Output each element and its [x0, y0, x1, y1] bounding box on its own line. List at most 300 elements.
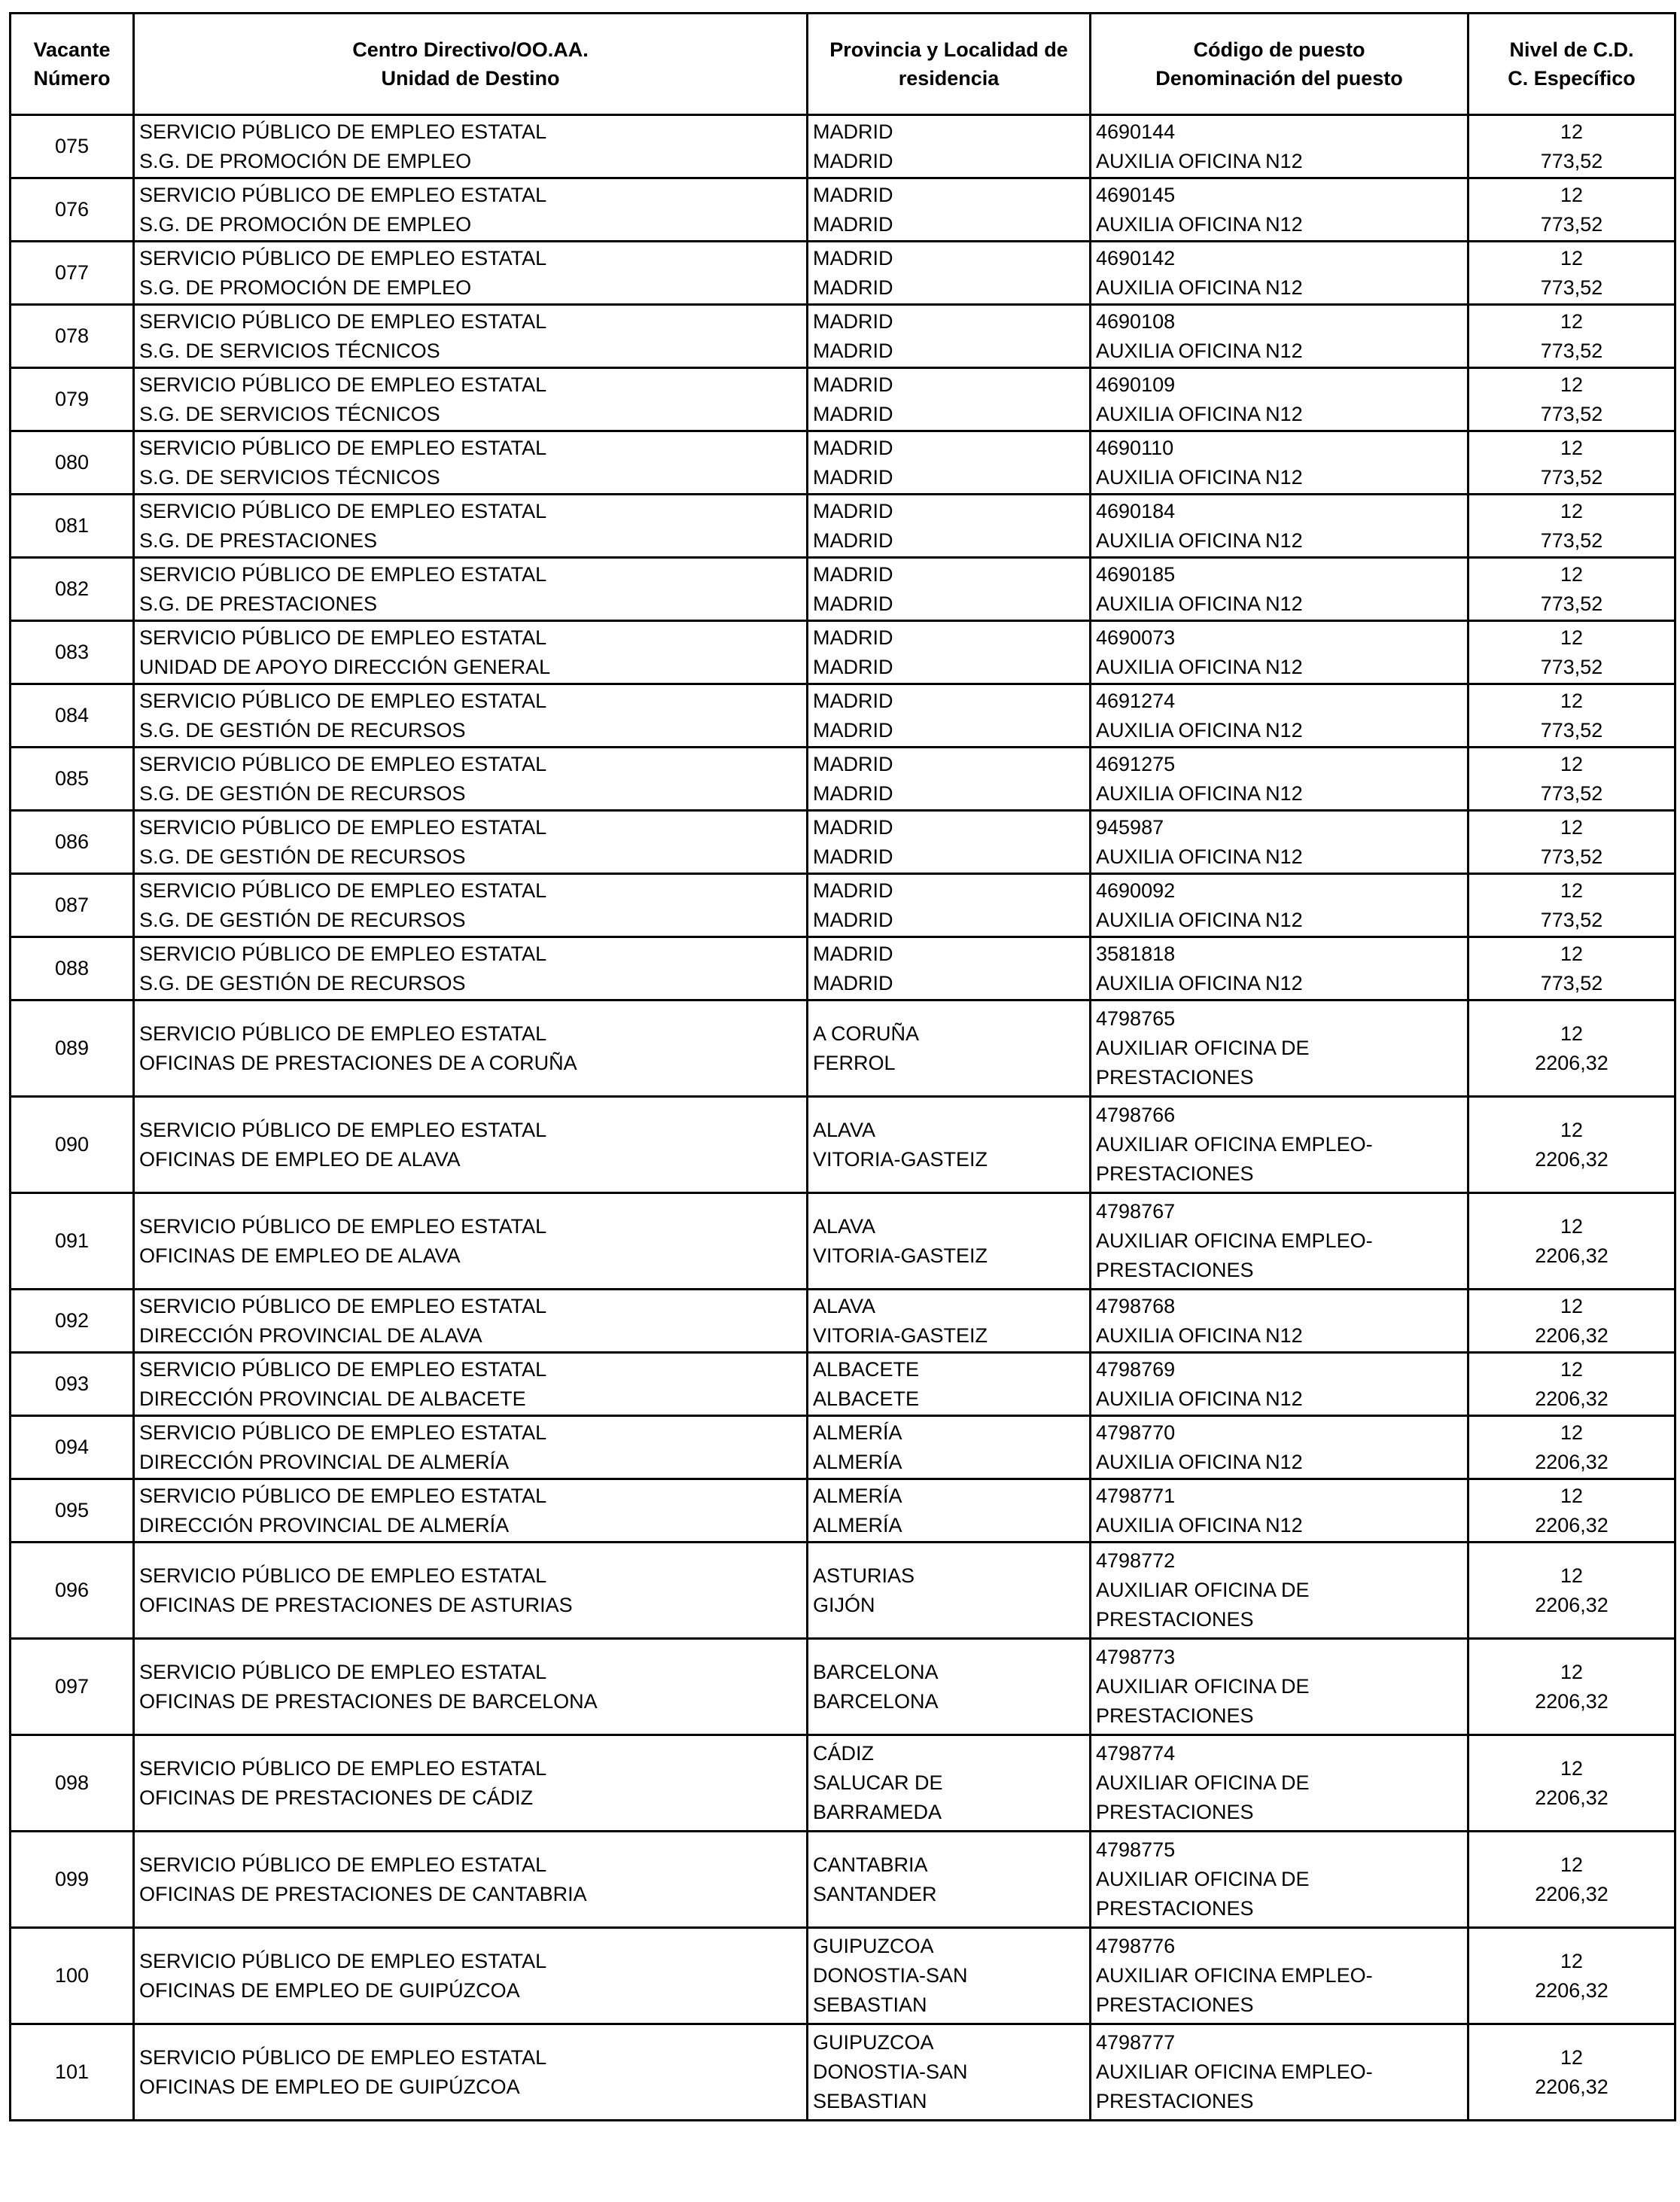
- directive-center-cell: [134, 874, 808, 937]
- vacancy-number-cell: 086: [11, 811, 134, 874]
- table-row: [11, 305, 1675, 368]
- level-specific-cell: [1468, 1290, 1675, 1353]
- directive-center-cell: [134, 684, 808, 748]
- cell-line: MADRID: [813, 752, 893, 775]
- cell-line: AUXILIA OFICINA N12: [1096, 1513, 1303, 1537]
- table-row: [11, 1479, 1675, 1543]
- cell-line: 2206,32: [1535, 1689, 1608, 1713]
- cell-line: S.G. DE GESTIÓN DE RECURSOS: [139, 971, 466, 994]
- cell-line: 4798776: [1096, 1935, 1176, 1957]
- level-specific-cell: [1468, 242, 1675, 305]
- vacancy-number-cell: 089: [11, 1000, 134, 1097]
- cell-line: 4691275: [1096, 752, 1176, 775]
- cell-line: 4798767: [1096, 1200, 1176, 1223]
- cell-line: MADRID: [813, 339, 893, 362]
- directive-center-cell: [134, 811, 808, 874]
- table-row: [11, 495, 1675, 558]
- cell-line: CÁDIZ: [813, 1742, 874, 1765]
- cell-line: SERVICIO PÚBLICO DE EMPLEO ESTATAL: [139, 436, 547, 459]
- table-row: [11, 1832, 1675, 1928]
- cell-line: AUXILIAR OFICINA DE: [1096, 1868, 1310, 1890]
- cell-line: AUXILIAR OFICINA EMPLEO-: [1096, 1133, 1373, 1156]
- cell-line: 4798774: [1096, 1742, 1176, 1765]
- cell-line: 4798777: [1096, 2031, 1176, 2054]
- cell-line: DIRECCIÓN PROVINCIAL DE ALAVA: [139, 1323, 482, 1347]
- level-specific-cell: [1468, 431, 1675, 495]
- level-specific-cell: [1468, 684, 1675, 748]
- cell-line: S.G. DE GESTIÓN DE RECURSOS: [139, 781, 466, 805]
- table-row: [11, 1000, 1675, 1097]
- post-code-cell: [1091, 874, 1468, 937]
- header-line: residencia: [898, 67, 1000, 90]
- province-locality-cell: [808, 115, 1091, 178]
- cell-line: 4690109: [1096, 373, 1176, 396]
- directive-center-cell: [134, 1290, 808, 1353]
- cell-line: 12: [1560, 183, 1584, 206]
- cell-line: SERVICIO PÚBLICO DE EMPLEO ESTATAL: [139, 183, 547, 206]
- cell-line: SALUCAR DE: [813, 1771, 943, 1794]
- header-line: Vacante: [33, 38, 111, 61]
- cell-line: 2206,32: [1535, 1978, 1608, 2002]
- cell-line: DIRECCIÓN PROVINCIAL DE ALMERÍA: [139, 1450, 510, 1473]
- vacancy-number-cell: 101: [11, 2024, 134, 2121]
- cell-line: 12: [1560, 246, 1584, 270]
- cell-line: VITORIA-GASTEIZ: [813, 1147, 988, 1171]
- cell-line: AUXILIA OFICINA N12: [1096, 528, 1303, 552]
- cell-line: 773,52: [1540, 781, 1603, 805]
- cell-line: A CORUÑA: [813, 1022, 920, 1045]
- directive-center-cell: [134, 1000, 808, 1097]
- directive-center-cell: [134, 242, 808, 305]
- table-row: [11, 558, 1675, 621]
- cell-line: ALMERÍA: [813, 1450, 902, 1473]
- province-locality-cell: [808, 558, 1091, 621]
- vacancy-number-cell: 077: [11, 242, 134, 305]
- cell-line: ALAVA: [813, 1118, 876, 1141]
- header-directive-center: [134, 14, 808, 115]
- header-province-locality: [808, 14, 1091, 115]
- cell-line: SERVICIO PÚBLICO DE EMPLEO ESTATAL: [139, 1564, 547, 1587]
- province-locality-cell: [808, 874, 1091, 937]
- vacancy-number-cell: 078: [11, 305, 134, 368]
- cell-line: 4798769: [1096, 1357, 1176, 1381]
- cell-line: MADRID: [813, 781, 893, 805]
- vacancy-number-cell: 099: [11, 1832, 134, 1928]
- province-locality-cell: [808, 431, 1091, 495]
- cell-line: SERVICIO PÚBLICO DE EMPLEO ESTATAL: [139, 499, 547, 522]
- header-line: Número: [33, 67, 111, 90]
- cell-line: SERVICIO PÚBLICO DE EMPLEO ESTATAL: [139, 1853, 547, 1876]
- cell-line: MADRID: [813, 402, 893, 425]
- cell-line: SERVICIO PÚBLICO DE EMPLEO ESTATAL: [139, 1022, 547, 1045]
- cell-line: SERVICIO PÚBLICO DE EMPLEO ESTATAL: [139, 1294, 547, 1317]
- vacancy-number-cell: 076: [11, 178, 134, 242]
- cell-line: SERVICIO PÚBLICO DE EMPLEO ESTATAL: [139, 752, 547, 775]
- cell-line: 773,52: [1540, 655, 1603, 678]
- cell-line: AUXILIA OFICINA N12: [1096, 655, 1303, 678]
- province-locality-cell: [808, 1290, 1091, 1353]
- cell-line: SERVICIO PÚBLICO DE EMPLEO ESTATAL: [139, 1357, 547, 1381]
- province-locality-cell: [808, 242, 1091, 305]
- level-specific-cell: [1468, 1353, 1675, 1416]
- cell-line: AUXILIA OFICINA N12: [1096, 1323, 1303, 1347]
- cell-line: 2206,32: [1535, 1387, 1608, 1410]
- cell-line: AUXILIAR OFICINA EMPLEO-: [1096, 2060, 1373, 2083]
- directive-center-cell: [134, 1353, 808, 1416]
- level-specific-cell: [1468, 621, 1675, 684]
- table-row: [11, 178, 1675, 242]
- cell-line: MADRID: [813, 815, 893, 839]
- table-row: [11, 684, 1675, 748]
- table-row: [11, 874, 1675, 937]
- cell-line: 773,52: [1540, 149, 1603, 172]
- vacancies-table: [9, 12, 1676, 2121]
- cell-line: DIRECCIÓN PROVINCIAL DE ALMERÍA: [139, 1513, 510, 1537]
- directive-center-cell: [134, 1416, 808, 1479]
- cell-line: SERVICIO PÚBLICO DE EMPLEO ESTATAL: [139, 1949, 547, 1972]
- post-code-cell: [1091, 937, 1468, 1000]
- cell-line: 4690110: [1096, 436, 1174, 459]
- header-line: Centro Directivo/OO.AA.: [352, 38, 589, 61]
- level-specific-cell: [1468, 1832, 1675, 1928]
- cell-line: PRESTACIONES: [1096, 1608, 1254, 1631]
- cell-line: 4798770: [1096, 1421, 1176, 1444]
- post-code-cell: [1091, 2024, 1468, 2121]
- vacancy-number-cell: 097: [11, 1639, 134, 1735]
- table-row: [11, 1416, 1675, 1479]
- cell-line: AUXILIA OFICINA N12: [1096, 845, 1303, 868]
- header-line: Unidad de Destino: [381, 67, 560, 90]
- cell-line: 2206,32: [1535, 1593, 1608, 1616]
- table-header: [11, 14, 1675, 115]
- header-row: [11, 14, 1675, 115]
- cell-line: 4798765: [1096, 1007, 1176, 1030]
- province-locality-cell: [808, 1353, 1091, 1416]
- vacancy-number-cell: 079: [11, 368, 134, 431]
- cell-line: AUXILIAR OFICINA DE: [1096, 1675, 1310, 1698]
- table-row: [11, 1543, 1675, 1639]
- cell-line: OFICINAS DE EMPLEO DE ALAVA: [139, 1147, 461, 1171]
- cell-line: GIJÓN: [813, 1593, 875, 1616]
- cell-line: CANTABRIA: [813, 1853, 928, 1876]
- level-specific-cell: [1468, 1479, 1675, 1543]
- province-locality-cell: [808, 495, 1091, 558]
- cell-line: AUXILIA OFICINA N12: [1096, 149, 1303, 172]
- vacancy-number-cell: 080: [11, 431, 134, 495]
- cell-line: S.G. DE SERVICIOS TÉCNICOS: [139, 465, 440, 489]
- cell-line: SANTANDER: [813, 1882, 937, 1905]
- directive-center-cell: [134, 1479, 808, 1543]
- cell-line: SEBASTIAN: [813, 1993, 927, 2016]
- cell-line: AUXILIA OFICINA N12: [1096, 402, 1303, 425]
- cell-line: 12: [1560, 815, 1584, 839]
- cell-line: 12: [1560, 120, 1584, 143]
- cell-line: 4690073: [1096, 626, 1176, 649]
- cell-line: 4798768: [1096, 1294, 1176, 1317]
- table-row: [11, 748, 1675, 811]
- cell-line: AUXILIA OFICINA N12: [1096, 908, 1303, 931]
- province-locality-cell: [808, 1543, 1091, 1639]
- cell-line: MADRID: [813, 908, 893, 931]
- cell-line: AUXILIAR OFICINA DE: [1096, 1771, 1310, 1794]
- header-vacancy-number: [11, 14, 134, 115]
- directive-center-cell: [134, 1928, 808, 2024]
- cell-line: MADRID: [813, 183, 893, 206]
- cell-line: 12: [1560, 752, 1584, 775]
- level-specific-cell: [1468, 937, 1675, 1000]
- cell-line: 773,52: [1540, 339, 1603, 362]
- cell-line: 12: [1560, 1484, 1584, 1507]
- cell-line: GUIPUZCOA: [813, 2031, 934, 2054]
- level-specific-cell: [1468, 1639, 1675, 1735]
- cell-line: ALBACETE: [813, 1357, 920, 1381]
- header-line: Denominación del puesto: [1155, 67, 1403, 90]
- cell-line: PRESTACIONES: [1096, 1897, 1254, 1920]
- province-locality-cell: [808, 1479, 1091, 1543]
- level-specific-cell: [1468, 1000, 1675, 1097]
- post-code-cell: [1091, 1832, 1468, 1928]
- cell-line: OFICINAS DE PRESTACIONES DE CÁDIZ: [139, 1786, 534, 1809]
- cell-line: UNIDAD DE APOYO DIRECCIÓN GENERAL: [139, 655, 551, 678]
- cell-line: OFICINAS DE EMPLEO DE ALAVA: [139, 1244, 461, 1267]
- cell-line: 12: [1560, 1564, 1584, 1587]
- cell-line: SERVICIO PÚBLICO DE EMPLEO ESTATAL: [139, 1756, 547, 1780]
- province-locality-cell: [808, 1928, 1091, 2024]
- cell-line: 4690108: [1096, 309, 1176, 333]
- cell-line: BARRAMEDA: [813, 1801, 942, 1823]
- cell-line: SERVICIO PÚBLICO DE EMPLEO ESTATAL: [139, 373, 547, 396]
- cell-line: 773,52: [1540, 402, 1603, 425]
- post-code-cell: [1091, 1000, 1468, 1097]
- cell-line: 12: [1560, 1022, 1584, 1045]
- cell-line: AUXILIA OFICINA N12: [1096, 592, 1303, 615]
- province-locality-cell: [808, 1000, 1091, 1097]
- cell-line: 12: [1560, 373, 1584, 396]
- cell-line: OFICINAS DE PRESTACIONES DE ASTURIAS: [139, 1593, 573, 1616]
- level-specific-cell: [1468, 115, 1675, 178]
- vacancy-number-cell: 090: [11, 1097, 134, 1193]
- directive-center-cell: [134, 1543, 808, 1639]
- table-row: [11, 1735, 1675, 1832]
- cell-line: 4690092: [1096, 879, 1176, 902]
- vacancy-number-cell: 084: [11, 684, 134, 748]
- cell-line: MADRID: [813, 655, 893, 678]
- cell-line: 12: [1560, 1756, 1584, 1780]
- table-row: [11, 1097, 1675, 1193]
- level-specific-cell: [1468, 874, 1675, 937]
- post-code-cell: [1091, 1543, 1468, 1639]
- table-row: [11, 1639, 1675, 1735]
- province-locality-cell: [808, 1097, 1091, 1193]
- cell-line: 773,52: [1540, 276, 1603, 299]
- cell-line: AUXILIA OFICINA N12: [1096, 1450, 1303, 1473]
- cell-line: AUXILIAR OFICINA DE: [1096, 1579, 1310, 1601]
- cell-line: AUXILIAR OFICINA EMPLEO-: [1096, 1964, 1373, 1987]
- table-row: [11, 621, 1675, 684]
- post-code-cell: [1091, 242, 1468, 305]
- post-code-cell: [1091, 1097, 1468, 1193]
- cell-line: MADRID: [813, 276, 893, 299]
- cell-line: SERVICIO PÚBLICO DE EMPLEO ESTATAL: [139, 1660, 547, 1683]
- cell-line: S.G. DE SERVICIOS TÉCNICOS: [139, 339, 440, 362]
- cell-line: 2206,32: [1535, 1450, 1608, 1473]
- cell-line: SERVICIO PÚBLICO DE EMPLEO ESTATAL: [139, 1484, 547, 1507]
- cell-line: MADRID: [813, 879, 893, 902]
- vacancy-number-cell: 083: [11, 621, 134, 684]
- post-code-cell: [1091, 1928, 1468, 2024]
- cell-line: 3581818: [1096, 942, 1176, 965]
- cell-line: MADRID: [813, 689, 893, 712]
- post-code-cell: [1091, 431, 1468, 495]
- vacancy-number-cell: 098: [11, 1735, 134, 1832]
- post-code-cell: [1091, 368, 1468, 431]
- cell-line: OFICINAS DE PRESTACIONES DE A CORUÑA: [139, 1051, 577, 1074]
- vacancy-number-cell: 095: [11, 1479, 134, 1543]
- cell-line: 12: [1560, 942, 1584, 965]
- directive-center-cell: [134, 1735, 808, 1832]
- directive-center-cell: [134, 937, 808, 1000]
- cell-line: S.G. DE PRESTACIONES: [139, 592, 378, 615]
- cell-line: GUIPUZCOA: [813, 1935, 934, 1957]
- cell-line: MADRID: [813, 592, 893, 615]
- directive-center-cell: [134, 558, 808, 621]
- cell-line: BARCELONA: [813, 1660, 939, 1683]
- cell-line: OFICINAS DE PRESTACIONES DE CANTABRIA: [139, 1882, 587, 1905]
- level-specific-cell: [1468, 368, 1675, 431]
- post-code-cell: [1091, 621, 1468, 684]
- cell-line: DONOSTIA-SAN: [813, 1964, 968, 1987]
- cell-line: VITORIA-GASTEIZ: [813, 1244, 988, 1267]
- cell-line: 4798772: [1096, 1549, 1176, 1572]
- cell-line: 12: [1560, 562, 1584, 586]
- cell-line: PRESTACIONES: [1096, 1801, 1254, 1823]
- cell-line: ALAVA: [813, 1294, 876, 1317]
- cell-line: 4798766: [1096, 1104, 1176, 1126]
- cell-line: 4690142: [1096, 246, 1176, 270]
- cell-line: SERVICIO PÚBLICO DE EMPLEO ESTATAL: [139, 689, 547, 712]
- cell-line: AUXILIA OFICINA N12: [1096, 971, 1303, 994]
- cell-line: SERVICIO PÚBLICO DE EMPLEO ESTATAL: [139, 1214, 547, 1238]
- cell-line: 2206,32: [1535, 1051, 1608, 1074]
- cell-line: 773,52: [1540, 212, 1603, 236]
- cell-line: 773,52: [1540, 718, 1603, 742]
- cell-line: 773,52: [1540, 845, 1603, 868]
- cell-line: SERVICIO PÚBLICO DE EMPLEO ESTATAL: [139, 1421, 547, 1444]
- post-code-cell: [1091, 1639, 1468, 1735]
- vacancy-number-cell: 100: [11, 1928, 134, 2024]
- cell-line: 12: [1560, 1214, 1584, 1238]
- cell-line: 4690145: [1096, 183, 1176, 206]
- post-code-cell: [1091, 684, 1468, 748]
- cell-line: AUXILIA OFICINA N12: [1096, 339, 1303, 362]
- level-specific-cell: [1468, 1416, 1675, 1479]
- table-row: [11, 368, 1675, 431]
- cell-line: 773,52: [1540, 971, 1603, 994]
- table-row: [11, 242, 1675, 305]
- province-locality-cell: [808, 811, 1091, 874]
- directive-center-cell: [134, 1097, 808, 1193]
- cell-line: MADRID: [813, 212, 893, 236]
- cell-line: S.G. DE PRESTACIONES: [139, 528, 378, 552]
- cell-line: PRESTACIONES: [1096, 1066, 1254, 1089]
- directive-center-cell: [134, 621, 808, 684]
- table-row: [11, 1353, 1675, 1416]
- post-code-cell: [1091, 748, 1468, 811]
- vacancy-number-cell: 081: [11, 495, 134, 558]
- cell-line: 2206,32: [1535, 1323, 1608, 1347]
- post-code-cell: [1091, 1353, 1468, 1416]
- province-locality-cell: [808, 368, 1091, 431]
- level-specific-cell: [1468, 811, 1675, 874]
- cell-line: PRESTACIONES: [1096, 1704, 1254, 1727]
- cell-line: SERVICIO PÚBLICO DE EMPLEO ESTATAL: [139, 626, 547, 649]
- vacancy-number-cell: 093: [11, 1353, 134, 1416]
- post-code-cell: [1091, 115, 1468, 178]
- post-code-cell: [1091, 1290, 1468, 1353]
- cell-line: 12: [1560, 1853, 1584, 1876]
- cell-line: SERVICIO PÚBLICO DE EMPLEO ESTATAL: [139, 1118, 547, 1141]
- table-row: [11, 937, 1675, 1000]
- cell-line: 12: [1560, 2045, 1584, 2069]
- cell-line: AUXILIA OFICINA N12: [1096, 718, 1303, 742]
- cell-line: MADRID: [813, 499, 893, 522]
- post-code-cell: [1091, 1735, 1468, 1832]
- level-specific-cell: [1468, 1735, 1675, 1832]
- province-locality-cell: [808, 178, 1091, 242]
- cell-line: 773,52: [1540, 908, 1603, 931]
- cell-line: PRESTACIONES: [1096, 1162, 1254, 1185]
- cell-line: SERVICIO PÚBLICO DE EMPLEO ESTATAL: [139, 879, 547, 902]
- province-locality-cell: [808, 621, 1091, 684]
- cell-line: 773,52: [1540, 528, 1603, 552]
- cell-line: MADRID: [813, 149, 893, 172]
- cell-line: VITORIA-GASTEIZ: [813, 1323, 988, 1347]
- cell-line: 12: [1560, 309, 1584, 333]
- province-locality-cell: [808, 1416, 1091, 1479]
- cell-line: SERVICIO PÚBLICO DE EMPLEO ESTATAL: [139, 2045, 547, 2069]
- cell-line: S.G. DE PROMOCIÓN DE EMPLEO: [139, 276, 472, 299]
- cell-line: ALMERÍA: [813, 1484, 902, 1507]
- cell-line: ASTURIAS: [813, 1564, 915, 1587]
- cell-line: 2206,32: [1535, 1786, 1608, 1809]
- cell-line: OFICINAS DE PRESTACIONES DE BARCELONA: [139, 1689, 598, 1713]
- cell-line: MADRID: [813, 971, 893, 994]
- cell-line: 773,52: [1540, 465, 1603, 489]
- cell-line: AUXILIA OFICINA N12: [1096, 781, 1303, 805]
- cell-line: 773,52: [1540, 592, 1603, 615]
- level-specific-cell: [1468, 748, 1675, 811]
- header-line: Provincia y Localidad de: [829, 38, 1068, 61]
- cell-line: AUXILIA OFICINA N12: [1096, 212, 1303, 236]
- post-code-cell: [1091, 1416, 1468, 1479]
- cell-line: DIRECCIÓN PROVINCIAL DE ALBACETE: [139, 1387, 526, 1410]
- directive-center-cell: [134, 495, 808, 558]
- cell-line: S.G. DE PROMOCIÓN DE EMPLEO: [139, 212, 472, 236]
- level-specific-cell: [1468, 1097, 1675, 1193]
- cell-line: AUXILIAR OFICINA EMPLEO-: [1096, 1229, 1373, 1252]
- cell-line: S.G. DE SERVICIOS TÉCNICOS: [139, 402, 440, 425]
- cell-line: 2206,32: [1535, 1513, 1608, 1537]
- cell-line: SERVICIO PÚBLICO DE EMPLEO ESTATAL: [139, 246, 547, 270]
- cell-line: ALMERÍA: [813, 1421, 902, 1444]
- header-line: Nivel de C.D.: [1509, 38, 1634, 61]
- cell-line: 4690184: [1096, 499, 1176, 522]
- post-code-cell: [1091, 558, 1468, 621]
- cell-line: MADRID: [813, 436, 893, 459]
- cell-line: PRESTACIONES: [1096, 2090, 1254, 2112]
- header-level-specific: [1468, 14, 1675, 115]
- table-body: [11, 115, 1675, 2121]
